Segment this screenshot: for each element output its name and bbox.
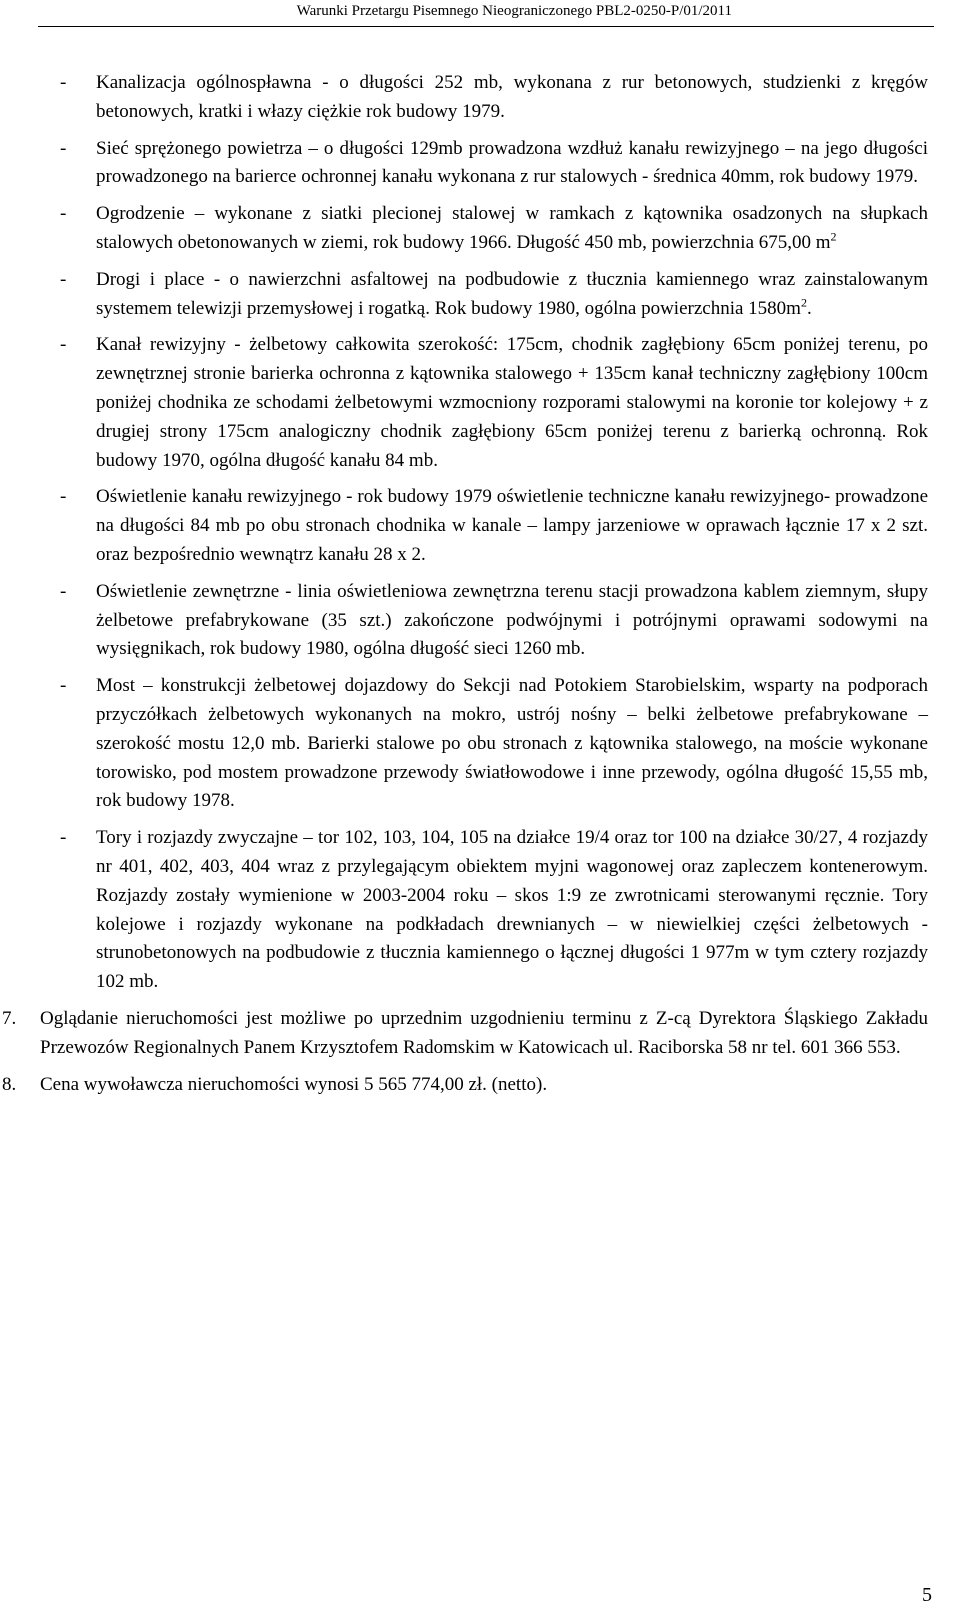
list-item <box>60 672 928 816</box>
list-item-text: Oświetlenie zewnętrzne - linia oświetleniowa zewnętrzna terenu stacji prowadzona kablem ziemnym, słupy żelbetowe prefabrykowane (35 szt.) zakończone podwójnymi i potrójnymi oprawami sodowymi na wysięgnikach, rok budowy 1980, ogólna długość sieci 1260 mb. <box>96 580 928 660</box>
list-item <box>60 135 928 193</box>
superscript: 2 <box>800 295 807 310</box>
item-number: 7. <box>2 1007 17 1029</box>
list-item-text: Kanał rewizyjny - żelbetowy całkowita szerokość: 175cm, chodnik zagłębiony 65cm poniżej terenu, po zewnętrznej stronie barierka ochronna z kątownika stalowego + 135cm kanał techniczny zagłębiony 100cm poniżej chodnika ze schodami żelbetowymi wzmocniony rozporami stalowymi na koronie tor kolejowy + z drugiej strony 175cm analogiczny chodnik zagłębiony 65cm poniżej terenu z barierką ochronną. Rok budowy 1970, ogólna długość kanału 84 mb. <box>96 334 928 471</box>
list-item-content <box>96 200 928 258</box>
bullet-marker: - <box>60 675 67 697</box>
list-item-text: Ogrodzenie – wykonane z siatki plecionej stalowej w ramkach z kątownika osadzonych na słupkach stalowych obetonowanych w ziemi, rok budowy 1966. Długość 450 mb, powierzchnia 675,00 m <box>96 203 928 253</box>
list-item-text: Drogi i place - o nawierzchni asfaltowej na podbudowie z tłucznia kamiennego wraz zainstalowanym systemem telewizji przemysłowej i rogatką. Rok budowy 1980, ogólna powierzchnia 1580m <box>96 268 928 319</box>
list-item <box>60 483 928 569</box>
page-number: 5 <box>922 1584 932 1606</box>
bullet-marker: - <box>60 72 67 93</box>
bullet-marker: - <box>60 486 67 508</box>
period: . <box>806 297 812 319</box>
list-item-text: Oświetlenie kanału rewizyjnego - rok budowy 1979 oświetlenie techniczne kanału rewizyjnego- prowadzone na długości 84 mb po obu stronach chodnika w kanale – lampy jarzeniowe w oprawach łącznie 17 x 2 szt. oraz bezpośrednio wewnątrz kanału 28 x 2. <box>96 486 928 565</box>
list-item-text: Tory i rozjazdy zwyczajne – tor 102, 103, 104, 105 na działce 19/4 oraz tor 100 na działce 30/27, 4 rozjazdy nr 401, 402, 403, 404 wraz z przylegającym obiektem myjni wagonowej oraz zapleczem kontenerowym. Rozjazdy zostały wymienione w 2003-2004 roku – skos 1:9 ze zwrotnicami sterowanymi ręcznie. Tory kolejowe i rozjazdy wykonane na podkładach drewnianych – w niewielkiej części żelbetowych - strunobetonowych na podbudowie z tłucznia kamiennego o łącznej długości 1 977m w tym cztery rozjazdy 102 mb. <box>96 827 928 993</box>
list-item-content <box>96 266 928 324</box>
numbered-item-text: Oglądanie nieruchomości jest możliwe po uprzednim uzgodnieniu terminu z Z-cą Dyrektora Śląskiego Zakładu Przewozów Regionalnych Panem Krzysztofem Radomskim w Katowicach ul. Raciborska 58 nr tel. 601 366 553. <box>40 1007 928 1058</box>
list-item <box>60 69 928 127</box>
list-item-text: Kanalizacja ogólnospławna - o długości 252 mb, wykonana z rur betonowych, studzienki z kręgów betonowych, kratki i włazy ciężkie rok budowy 1979. <box>96 72 928 122</box>
item-number: 8. <box>2 1073 17 1095</box>
bullet-marker: - <box>60 580 67 602</box>
bullet-marker: - <box>60 268 67 290</box>
list-item <box>60 266 928 324</box>
list-item <box>60 824 928 997</box>
document-body <box>2 69 928 1099</box>
list-item <box>60 200 928 258</box>
list-item <box>60 578 928 664</box>
numbered-item-text: Cena wywoławcza nieruchomości wynosi 5 565 774,00 zł. (netto). <box>40 1073 548 1095</box>
bullet-marker: - <box>60 334 67 356</box>
bullet-marker: - <box>60 827 67 849</box>
list-item-text: Most – konstrukcji żelbetowej dojazdowy do Sekcji nad Potokiem Starobielskim, wsparty na podporach przyczółkach żelbetowych wykonanych na mokro, ustrój nośny – belki żelbetowe prefabrykowane – szerokość mostu 12,0 mb. Barierki stalowe po obu stronach z kątownika stalowego, na moście wykonane torowisko, pod mostem prowadzone przewody światłowodowe i inne przewody, ogólna długość 15,55 mb, rok budowy 1978. <box>96 675 928 812</box>
list-item <box>60 331 928 475</box>
numbered-item <box>2 1005 928 1063</box>
bullet-marker: - <box>60 203 67 225</box>
bullet-marker: - <box>60 137 67 159</box>
header-rule <box>38 26 934 27</box>
superscript: 2 <box>830 229 837 244</box>
page-header: Warunki Przetargu Pisemnego Nieograniczonego PBL2-0250-P/01/2011 <box>296 3 732 19</box>
numbered-item <box>2 1071 928 1100</box>
list-item-text: Sieć sprężonego powietrza – o długości 129mb prowadzona wzdłuż kanału rewizyjnego – na jego długości prowadzonego na barierce ochronnej kanału wykonana z rur stalowych - średnica 40mm, rok budowy 1979. <box>96 137 928 188</box>
